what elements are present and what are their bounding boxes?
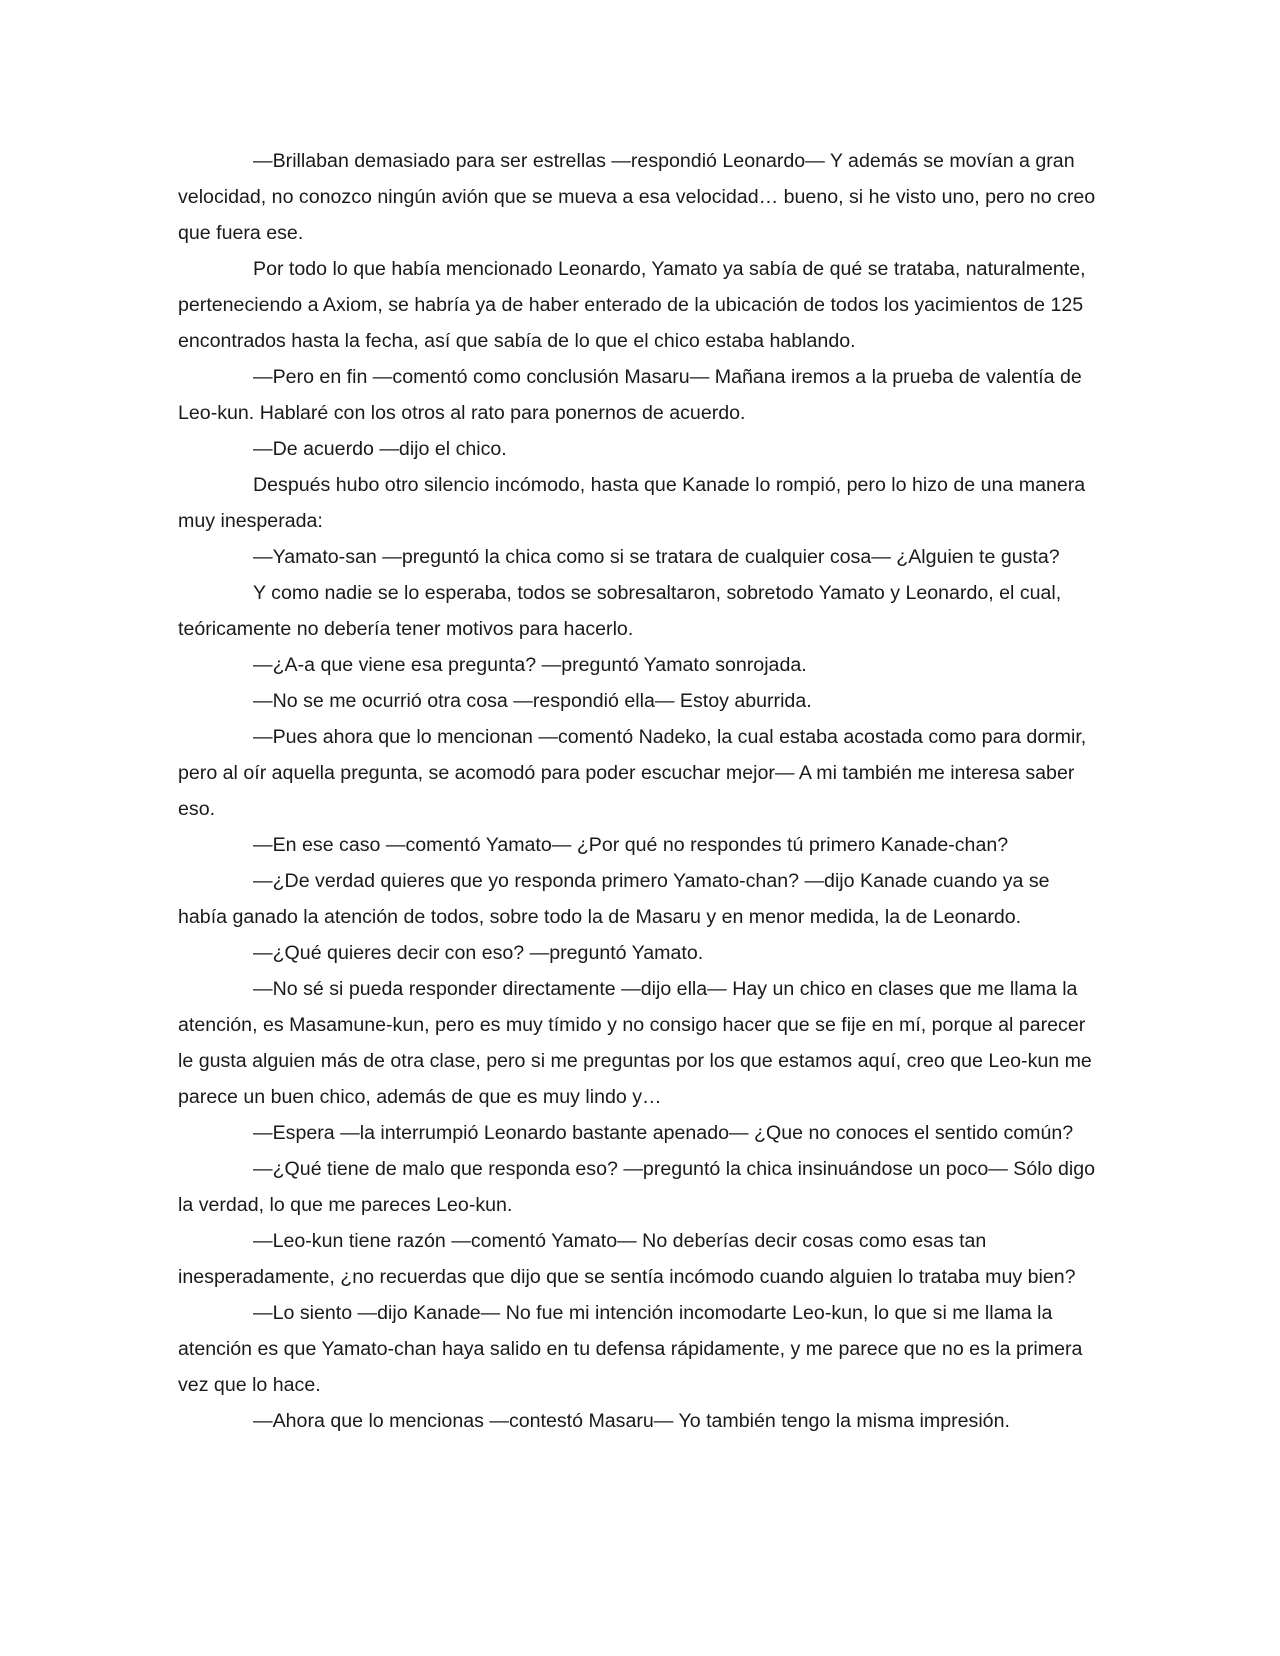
paragraph: —No se me ocurrió otra cosa —respondió ella— Estoy aburrida. <box>253 690 812 712</box>
paragraph: —¿Qué tiene de malo que responda eso? —preguntó la chica insinuándose un poco— Sólo digo la verdad, lo que me pareces Leo-kun. <box>178 1158 1095 1216</box>
paragraph: —Pero en fin —comentó como conclusión Masaru— Mañana iremos a la prueba de valentía de Leo-kun. Hablaré con los otros al rato para ponernos de acuerdo. <box>178 366 1082 424</box>
document-body <box>178 143 1100 1439</box>
paragraph: —No sé si pueda responder directamente —dijo ella— Hay un chico en clases que me llama la atención, es Masamune-kun, pero es muy tímido y no consigo hacer que se fije en mí, porque al parecer le gusta alguien más de otra clase, pero si me preguntas por los que estamos aquí, creo que Leo-kun me parece un buen chico, además de que es muy lindo y… <box>178 978 1092 1108</box>
paragraph: Y como nadie se lo esperaba, todos se sobresaltaron, sobretodo Yamato y Leonardo, el cual, teóricamente no debería tener motivos para hacerlo. <box>178 582 1062 640</box>
paragraph: —¿De verdad quieres que yo responda primero Yamato-chan? —dijo Kanade cuando ya se había ganado la atención de todos, sobre todo la de Masaru y en menor medida, la de Leonardo. <box>178 870 1050 928</box>
paragraph: —¿A-a que viene esa pregunta? —preguntó Yamato sonrojada. <box>253 654 807 676</box>
paragraph: —Ahora que lo mencionas —contestó Masaru— Yo también tengo la misma impresión. <box>253 1410 1010 1432</box>
paragraph: —En ese caso —comentó Yamato— ¿Por qué no respondes tú primero Kanade-chan? <box>253 834 1009 856</box>
paragraph: —Espera —la interrumpió Leonardo bastante apenado— ¿Que no conoces el sentido común? <box>253 1122 1074 1144</box>
paragraph: —Pues ahora que lo mencionan —comentó Nadeko, la cual estaba acostada como para dormir, pero al oír aquella pregunta, se acomodó para poder escuchar mejor— A mi también me interesa saber eso. <box>178 726 1087 820</box>
paragraph: —Leo-kun tiene razón —comentó Yamato— No deberías decir cosas como esas tan inesperadamente, ¿no recuerdas que dijo que se sentía incómodo cuando alguien lo trataba muy bien? <box>178 1230 1076 1288</box>
paragraph: Por todo lo que había mencionado Leonardo, Yamato ya sabía de qué se trataba, naturalmente, perteneciendo a Axiom, se habría ya de haber enterado de la ubicación de todos los yacimientos de 125 encontrados hasta la fecha, así que sabía de lo que el chico estaba hablando. <box>178 258 1086 352</box>
paragraph: —Lo siento —dijo Kanade— No fue mi intención incomodarte Leo-kun, lo que si me llama la atención es que Yamato-chan haya salido en tu defensa rápidamente, y me parece que no es la primera vez que lo hace. <box>178 1302 1083 1396</box>
paragraph: —Brillaban demasiado para ser estrellas —respondió Leonardo— Y además se movían a gran velocidad, no conozco ningún avión que se mueva a esa velocidad… bueno, si he visto uno, pero no creo que fuera ese. <box>178 150 1096 244</box>
paragraph: Después hubo otro silencio incómodo, hasta que Kanade lo rompió, pero lo hizo de una manera muy inesperada: <box>178 474 1086 532</box>
paragraph: —De acuerdo —dijo el chico. <box>253 438 507 460</box>
paragraph: —Yamato-san —preguntó la chica como si se tratara de cualquier cosa— ¿Alguien te gusta? <box>253 546 1060 568</box>
paragraph: —¿Qué quieres decir con eso? —preguntó Yamato. <box>253 942 704 964</box>
